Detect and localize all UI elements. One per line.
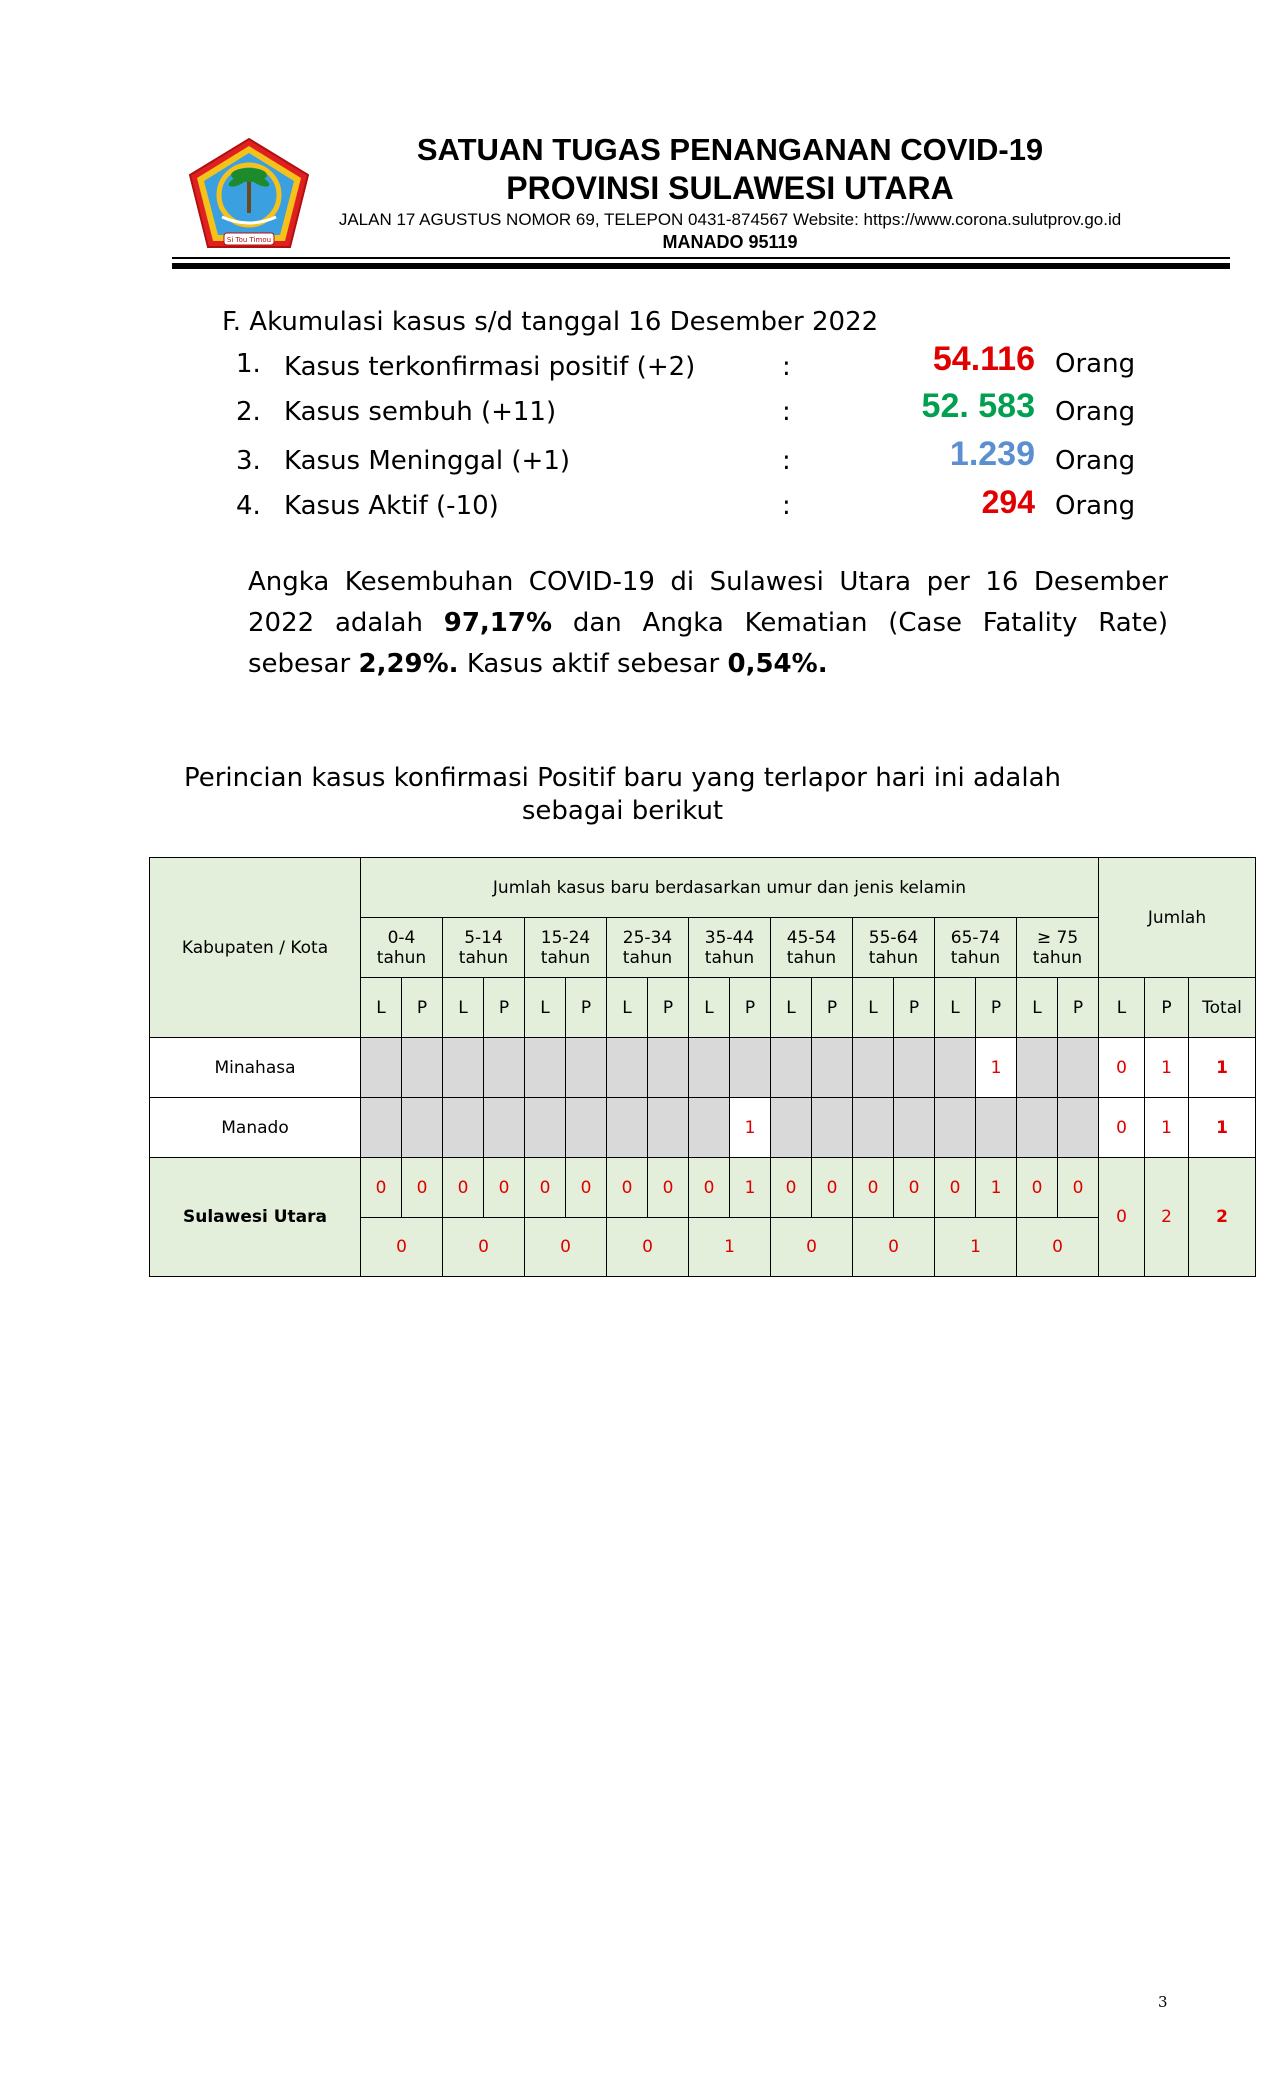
- table-caption: Perincian kasus konfirmasi Positif baru yang terlapor hari ini adalah sebagai berikut: [183, 763, 1061, 826]
- active-rate: 0,54%.: [727, 649, 828, 679]
- table-cell: [1058, 1098, 1099, 1158]
- table-cell: [402, 1098, 443, 1158]
- table-cell: [894, 1038, 935, 1098]
- table-cell: [402, 1038, 443, 1098]
- age-group-total: 0: [443, 1218, 525, 1277]
- recovery-rate: 97,17%: [443, 608, 553, 638]
- table-cell: [566, 1038, 607, 1098]
- summary-cell: 0: [853, 1158, 894, 1218]
- row-total: 1: [1189, 1098, 1256, 1158]
- age-group-total: 0: [361, 1218, 443, 1277]
- section-title: F. Akumulasi kasus s/d tanggal 16 Desember 2022: [222, 307, 879, 337]
- sex-header-l: L: [1017, 978, 1058, 1038]
- table-cell: [894, 1098, 935, 1158]
- table-cell: [689, 1098, 730, 1158]
- table-cell: [1017, 1038, 1058, 1098]
- sex-header-p: P: [976, 978, 1017, 1038]
- summary-cell: 0: [648, 1158, 689, 1218]
- summary-cell: 0: [771, 1158, 812, 1218]
- table-cell: [771, 1098, 812, 1158]
- page-number: 3: [1158, 1993, 1168, 2011]
- summary-cell: 1: [976, 1158, 1017, 1218]
- header-divider-thin: [172, 257, 1230, 259]
- sex-header-l: L: [689, 978, 730, 1038]
- table-cell: [648, 1038, 689, 1098]
- item-colon: :: [782, 446, 791, 476]
- sum-header: Jumlah: [1099, 858, 1256, 978]
- table-cell: [443, 1038, 484, 1098]
- table-cell: 1: [976, 1038, 1017, 1098]
- table-cell: [361, 1038, 402, 1098]
- table-cell: [935, 1098, 976, 1158]
- region-header: Kabupaten / Kota: [150, 858, 361, 1038]
- row-sum-l: 0: [1099, 1038, 1145, 1098]
- row-sum-l: 0: [1099, 1098, 1145, 1158]
- age-group-total: 0: [771, 1218, 853, 1277]
- item-unit: Orang: [1055, 491, 1136, 521]
- summary-cell: 0: [402, 1158, 443, 1218]
- table-cell: [1017, 1098, 1058, 1158]
- region-name: Minahasa: [150, 1038, 361, 1098]
- summary-cell: 0: [607, 1158, 648, 1218]
- summary-cell: 0: [361, 1158, 402, 1218]
- table-cell: [566, 1098, 607, 1158]
- header-subtitle: PROVINSI SULAWESI UTARA: [506, 170, 954, 206]
- table-cell: [976, 1098, 1017, 1158]
- total-header: Total: [1189, 978, 1256, 1038]
- age-group-total: 0: [607, 1218, 689, 1277]
- item-unit: Orang: [1055, 397, 1136, 427]
- item-number: 3.: [236, 446, 261, 476]
- table-cell: [484, 1098, 525, 1158]
- age-group-total: 0: [525, 1218, 607, 1277]
- item-number: 1.: [236, 349, 261, 379]
- summary-cell: 0: [935, 1158, 976, 1218]
- table-cell: [648, 1098, 689, 1158]
- summary-cell: 0: [566, 1158, 607, 1218]
- item-number: 2.: [236, 397, 261, 427]
- sex-header-p: P: [648, 978, 689, 1038]
- summary-region-name: Sulawesi Utara: [150, 1158, 361, 1277]
- item-label-recovered: Kasus sembuh (+11): [284, 397, 557, 427]
- header-title: SATUAN TUGAS PENANGANAN COVID-19: [416, 132, 1044, 167]
- table-cell: [1058, 1038, 1099, 1098]
- sex-header-l: L: [525, 978, 566, 1038]
- summary-cell: 0: [812, 1158, 853, 1218]
- row-total: 1: [1189, 1038, 1256, 1098]
- sex-header-p: P: [894, 978, 935, 1038]
- case-fatality-rate: 2,29%.: [358, 649, 459, 679]
- svg-text:Si Tou Timou: Si Tou Timou: [226, 236, 272, 244]
- table-cell: [689, 1038, 730, 1098]
- age-group-header: 25-34 tahun: [607, 918, 689, 978]
- age-group-header: 55-64 tahun: [853, 918, 935, 978]
- sex-header-p: P: [812, 978, 853, 1038]
- summary-cell: 0: [1058, 1158, 1099, 1218]
- province-emblem-logo: [186, 137, 312, 252]
- item-label-confirmed: Kasus terkonfirmasi positif (+2): [284, 352, 696, 382]
- row-sum-p: 1: [1145, 1038, 1189, 1098]
- row-sum-p: 1: [1145, 1098, 1189, 1158]
- age-group-total: 0: [853, 1218, 935, 1277]
- table-cell: [443, 1098, 484, 1158]
- table-cell: [484, 1038, 525, 1098]
- summary-cell: 0: [443, 1158, 484, 1218]
- item-unit: Orang: [1055, 446, 1136, 476]
- sex-header-l: L: [853, 978, 894, 1038]
- summary-cell: 0: [689, 1158, 730, 1218]
- item-value-recovered: 52. 583: [921, 387, 1035, 425]
- item-label-active: Kasus Aktif (-10): [284, 491, 499, 521]
- age-group-total: 0: [1017, 1218, 1099, 1277]
- item-value-active: 294: [981, 484, 1035, 520]
- age-group-header: 65-74 tahun: [935, 918, 1017, 978]
- summary-cell: 1: [730, 1158, 771, 1218]
- summary-sum-p: 2: [1145, 1158, 1189, 1277]
- item-value-confirmed: 54.116: [932, 340, 1035, 378]
- table-cell: [935, 1038, 976, 1098]
- item-colon: :: [782, 352, 791, 382]
- item-number: 4.: [236, 491, 261, 521]
- summary-sum-l: 0: [1099, 1158, 1145, 1277]
- table-cell: [607, 1098, 648, 1158]
- item-label-deceased: Kasus Meninggal (+1): [284, 446, 571, 476]
- table-cell: [361, 1098, 402, 1158]
- sex-header-p: P: [1058, 978, 1099, 1038]
- table-cell: [771, 1038, 812, 1098]
- sex-header-p: P: [730, 978, 771, 1038]
- sex-header-p: P: [402, 978, 443, 1038]
- summary-cell: 0: [484, 1158, 525, 1218]
- item-colon: :: [782, 491, 791, 521]
- summary-cell: 0: [1017, 1158, 1058, 1218]
- age-group-header: 45-54 tahun: [771, 918, 853, 978]
- sex-header-l: L: [607, 978, 648, 1038]
- summary-paragraph: Angka Kesembuhan COVID-19 di Sulawesi Utara per 16 Desember 2022 adalah 97,17% dan Angka Kematian (Case Fatality Rate) sebesar 2,29%. Kasus aktif sebesar 0,54%.: [248, 567, 1168, 679]
- item-colon: :: [782, 397, 791, 427]
- summary-cell: 0: [894, 1158, 935, 1218]
- age-group-header: 15-24 tahun: [525, 918, 607, 978]
- table-cell: [525, 1038, 566, 1098]
- age-group-header: 35-44 tahun: [689, 918, 771, 978]
- summary-total: 2: [1189, 1158, 1256, 1277]
- sex-header-p: P: [484, 978, 525, 1038]
- age-group-header: 5-14 tahun: [443, 918, 525, 978]
- sex-header-p: P: [566, 978, 607, 1038]
- age-group-header: ≥ 75 tahun: [1017, 918, 1099, 978]
- sex-header-l: L: [771, 978, 812, 1038]
- province-emblem-icon: [186, 137, 312, 252]
- age-group-total: 1: [935, 1218, 1017, 1277]
- age-sex-group-header: Jumlah kasus baru berdasarkan umur dan jenis kelamin: [361, 858, 1099, 918]
- sex-header-l: L: [443, 978, 484, 1038]
- age-group-header: 0-4 tahun: [361, 918, 443, 978]
- table-cell: [812, 1038, 853, 1098]
- summary-cell: 0: [525, 1158, 566, 1218]
- region-name: Manado: [150, 1098, 361, 1158]
- sex-header-l: L: [935, 978, 976, 1038]
- table-cell: [853, 1098, 894, 1158]
- table-cell: [853, 1038, 894, 1098]
- table-cell: 1: [730, 1098, 771, 1158]
- table-cell: [525, 1098, 566, 1158]
- sum-header-p: P: [1145, 978, 1189, 1038]
- header-divider-thick: [172, 263, 1230, 269]
- header-address: JALAN 17 AGUSTUS NOMOR 69, TELEPON 0431-874567 Website: https://www.corona.sulutprov.go.id: [338, 210, 1122, 229]
- table-cell: [812, 1098, 853, 1158]
- age-group-total: 1: [689, 1218, 771, 1277]
- sex-header-l: L: [361, 978, 402, 1038]
- table-cell: [730, 1038, 771, 1098]
- table-cell: [607, 1038, 648, 1098]
- item-unit: Orang: [1055, 349, 1136, 379]
- item-value-deceased: 1.239: [949, 435, 1035, 473]
- sum-header-l: L: [1099, 978, 1145, 1038]
- new-cases-table: [149, 857, 1256, 1277]
- header-city: MANADO 95119: [662, 232, 798, 252]
